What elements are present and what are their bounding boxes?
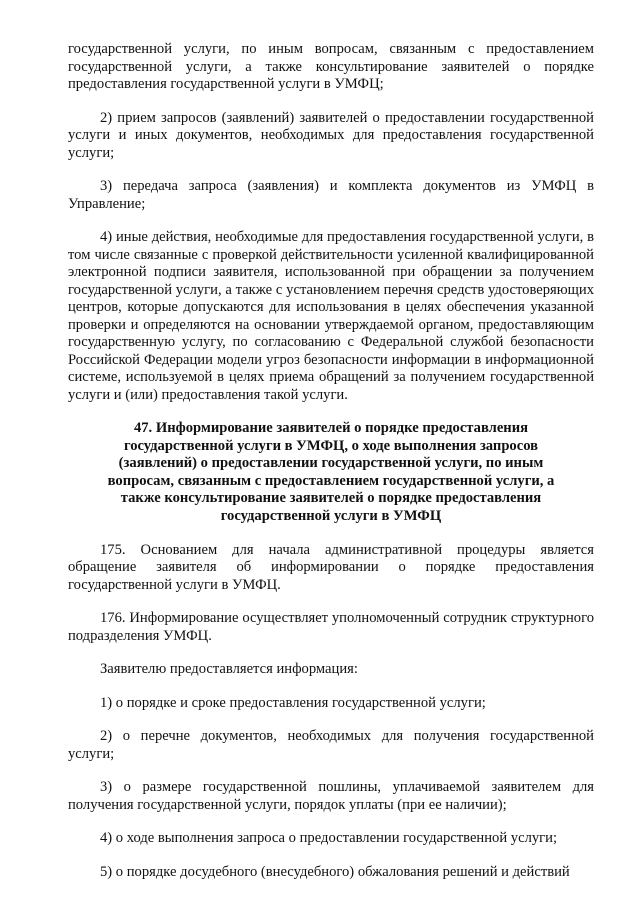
document-page [68,41,594,897]
paragraph-item-3: 3) передача запроса (заявления) и комплекта документов из УМФЦ в Управление; [68,178,594,212]
paragraph-info-2: 2) о перечне документов, необходимых для получения государственной услуги; [68,728,594,762]
paragraph-info-intro: Заявителю предоставляется информация: [100,661,358,678]
paragraph-175: 175. Основанием для начала административной процедуры является обращение заявителя об информировании о порядке предоставления государственной услуги в УМФЦ. [68,541,594,593]
paragraph-info-1: 1) о порядке и сроке предоставления государственной услуги; [100,694,486,711]
paragraph-176: 176. Информирование осуществляет уполномоченный сотрудник структурного подразделения УМФЦ. [68,610,594,644]
section-heading-47: 47. Информирование заявителей о порядке предоставления государственной услуги в УМФЦ, о ходе выполнения запросов (заявлений) о предоставлении государственной услуги, по иным вопросам, связанным с предоставлением государственной услуги, а также консультирование заявителей о порядке предоставления государственной услуги в УМФЦ [107,420,555,524]
paragraph-info-3: 3) о размере государственной пошлины, уплачиваемой заявителем для получения государственной услуги, порядок уплаты (при ее наличии); [68,779,594,813]
paragraph-info-5: 5) о порядке досудебного (внесудебного) обжалования решений и действий [100,863,570,880]
paragraph-info-4: 4) о ходе выполнения запроса о предоставлении государственной услуги; [100,830,558,847]
paragraph-item-2: 2) прием запросов (заявлений) заявителей о предоставлении государственной услуги и иных документов, необходимых для предоставления государственной услуги; [68,109,594,161]
paragraph-continued: государственной услуги, по иным вопросам, связанным с предоставлением государственной услуги, а также консультирование заявителей о порядке предоставления государственной услуги в УМФЦ; [68,41,594,92]
paragraph-item-4: 4) иные действия, необходимые для предоставления государственной услуги, в том числе связанные с проверкой действительности усиленной квалифицированной электронной подписи заявителя, использованной при обращении за получением государственной услуги, а также с установлением перечня средств удостоверяющих центров, которые допускаются для использования в целях обеспечения указанной проверки и определяются на основании утверждаемой органом, предоставляющим государственную услугу, по согласованию с Федеральной службой безопасности Российской Федерации модели угроз безопасности информации в информационной системе, используемой в целях приема обращений за получением государственной услуги и (или) предоставления такой услуги. [68,229,594,403]
